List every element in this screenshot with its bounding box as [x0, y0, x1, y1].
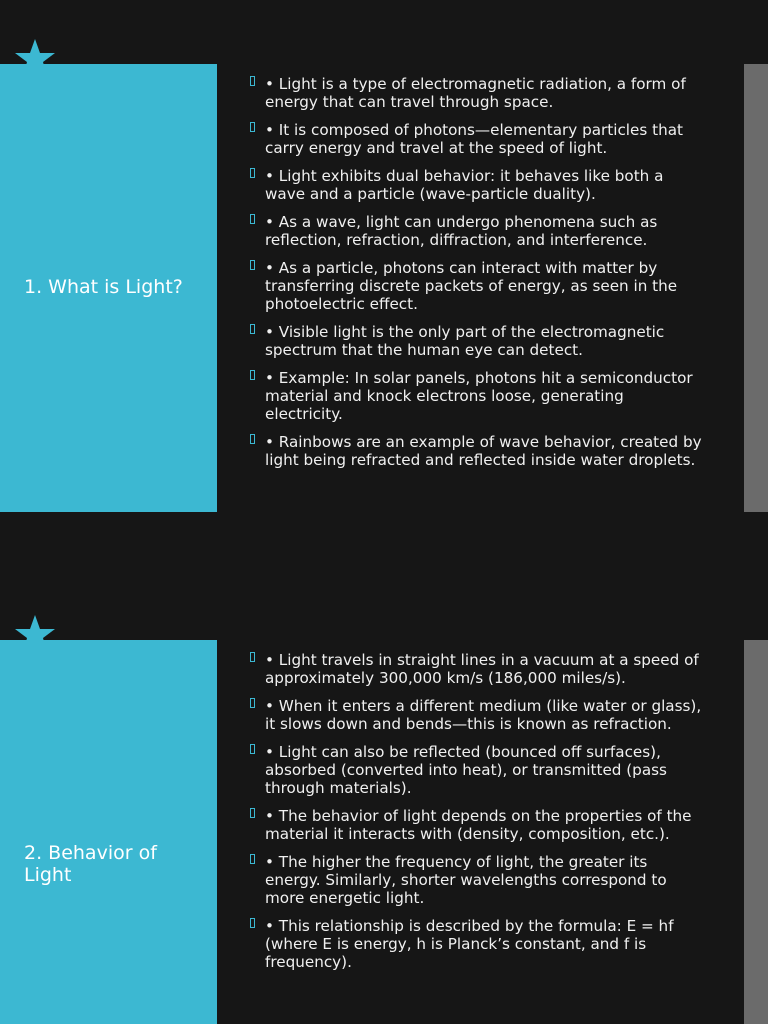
bullet-text: • This relationship is described by the formula: E = hf (where E is energy, h is Planck’s constant, and f is frequency). — [265, 917, 674, 971]
bullet-text: • As a particle, photons can interact with matter by transferring discrete packets of energy, as seen in the photoelectric effect. — [265, 259, 678, 313]
bullet-item — [250, 697, 702, 733]
bullet-marker-icon — [250, 122, 255, 132]
bullet-marker-icon — [250, 434, 255, 444]
bullet-marker-icon — [250, 918, 255, 928]
bullet-item — [250, 743, 702, 797]
bullet-text: • Rainbows are an example of wave behavior, created by light being refracted and reflected inside water droplets. — [265, 433, 702, 469]
slide-title: 2. Behavior of Light — [24, 842, 157, 886]
bullet-text: • Light exhibits dual behavior: it behaves like both a wave and a particle (wave-particle duality). — [265, 167, 664, 203]
bullet-item — [250, 853, 702, 907]
bullet-text: • Light can also be reflected (bounced off surfaces), absorbed (converted into heat), or transmitted (pass through materials). — [265, 743, 667, 797]
bullet-marker-icon — [250, 652, 255, 662]
bullet-item — [250, 121, 702, 157]
bullet-text: • Visible light is the only part of the electromagnetic spectrum that the human eye can detect. — [265, 323, 665, 359]
title-panel — [0, 64, 217, 512]
bullet-item — [250, 917, 702, 971]
bullet-marker-icon — [250, 168, 255, 178]
bullet-item — [250, 259, 702, 313]
bullet-item — [250, 167, 702, 203]
slide-behavior-of-light — [0, 614, 768, 1024]
right-side-bar — [744, 640, 768, 1024]
bullet-text: • The higher the frequency of light, the greater its energy. Similarly, shorter wavelengths correspond to more energetic light. — [265, 853, 667, 907]
bullet-item — [250, 213, 702, 249]
bullet-list — [250, 651, 702, 981]
bullet-marker-icon — [250, 744, 255, 754]
bullet-item — [250, 369, 702, 423]
bullet-marker-icon — [250, 76, 255, 86]
slide-what-is-light — [0, 38, 768, 512]
bullet-list — [250, 75, 702, 479]
bullet-marker-icon — [250, 260, 255, 270]
bullet-text: • It is composed of photons—elementary particles that carry energy and travel at the speed of light. — [265, 121, 683, 157]
bullet-item — [250, 651, 702, 687]
bullet-item — [250, 807, 702, 843]
bullet-item — [250, 323, 702, 359]
bullet-text: • When it enters a different medium (like water or glass), it slows down and bends—this is known as refraction. — [265, 697, 702, 733]
bullet-marker-icon — [250, 698, 255, 708]
slide-title: 1. What is Light? — [24, 276, 183, 298]
bullet-text: • Light is a type of electromagnetic radiation, a form of energy that can travel through space. — [265, 75, 686, 111]
bullet-marker-icon — [250, 808, 255, 818]
right-side-bar — [744, 64, 768, 512]
title-panel — [0, 640, 217, 1024]
bullet-item — [250, 75, 702, 111]
bullet-text: • The behavior of light depends on the properties of the material it interacts with (density, composition, etc.). — [265, 807, 692, 843]
bullet-marker-icon — [250, 370, 255, 380]
bullet-marker-icon — [250, 214, 255, 224]
bullet-marker-icon — [250, 324, 255, 334]
bullet-text: • As a wave, light can undergo phenomena such as reflection, refraction, diffraction, and interference. — [265, 213, 658, 249]
bullet-text: • Light travels in straight lines in a vacuum at a speed of approximately 300,000 km/s (186,000 miles/s). — [265, 651, 699, 687]
bullet-item — [250, 433, 702, 469]
bullet-marker-icon — [250, 854, 255, 864]
bullet-text: • Example: In solar panels, photons hit a semiconductor material and knock electrons loose, generating electricity. — [265, 369, 693, 423]
